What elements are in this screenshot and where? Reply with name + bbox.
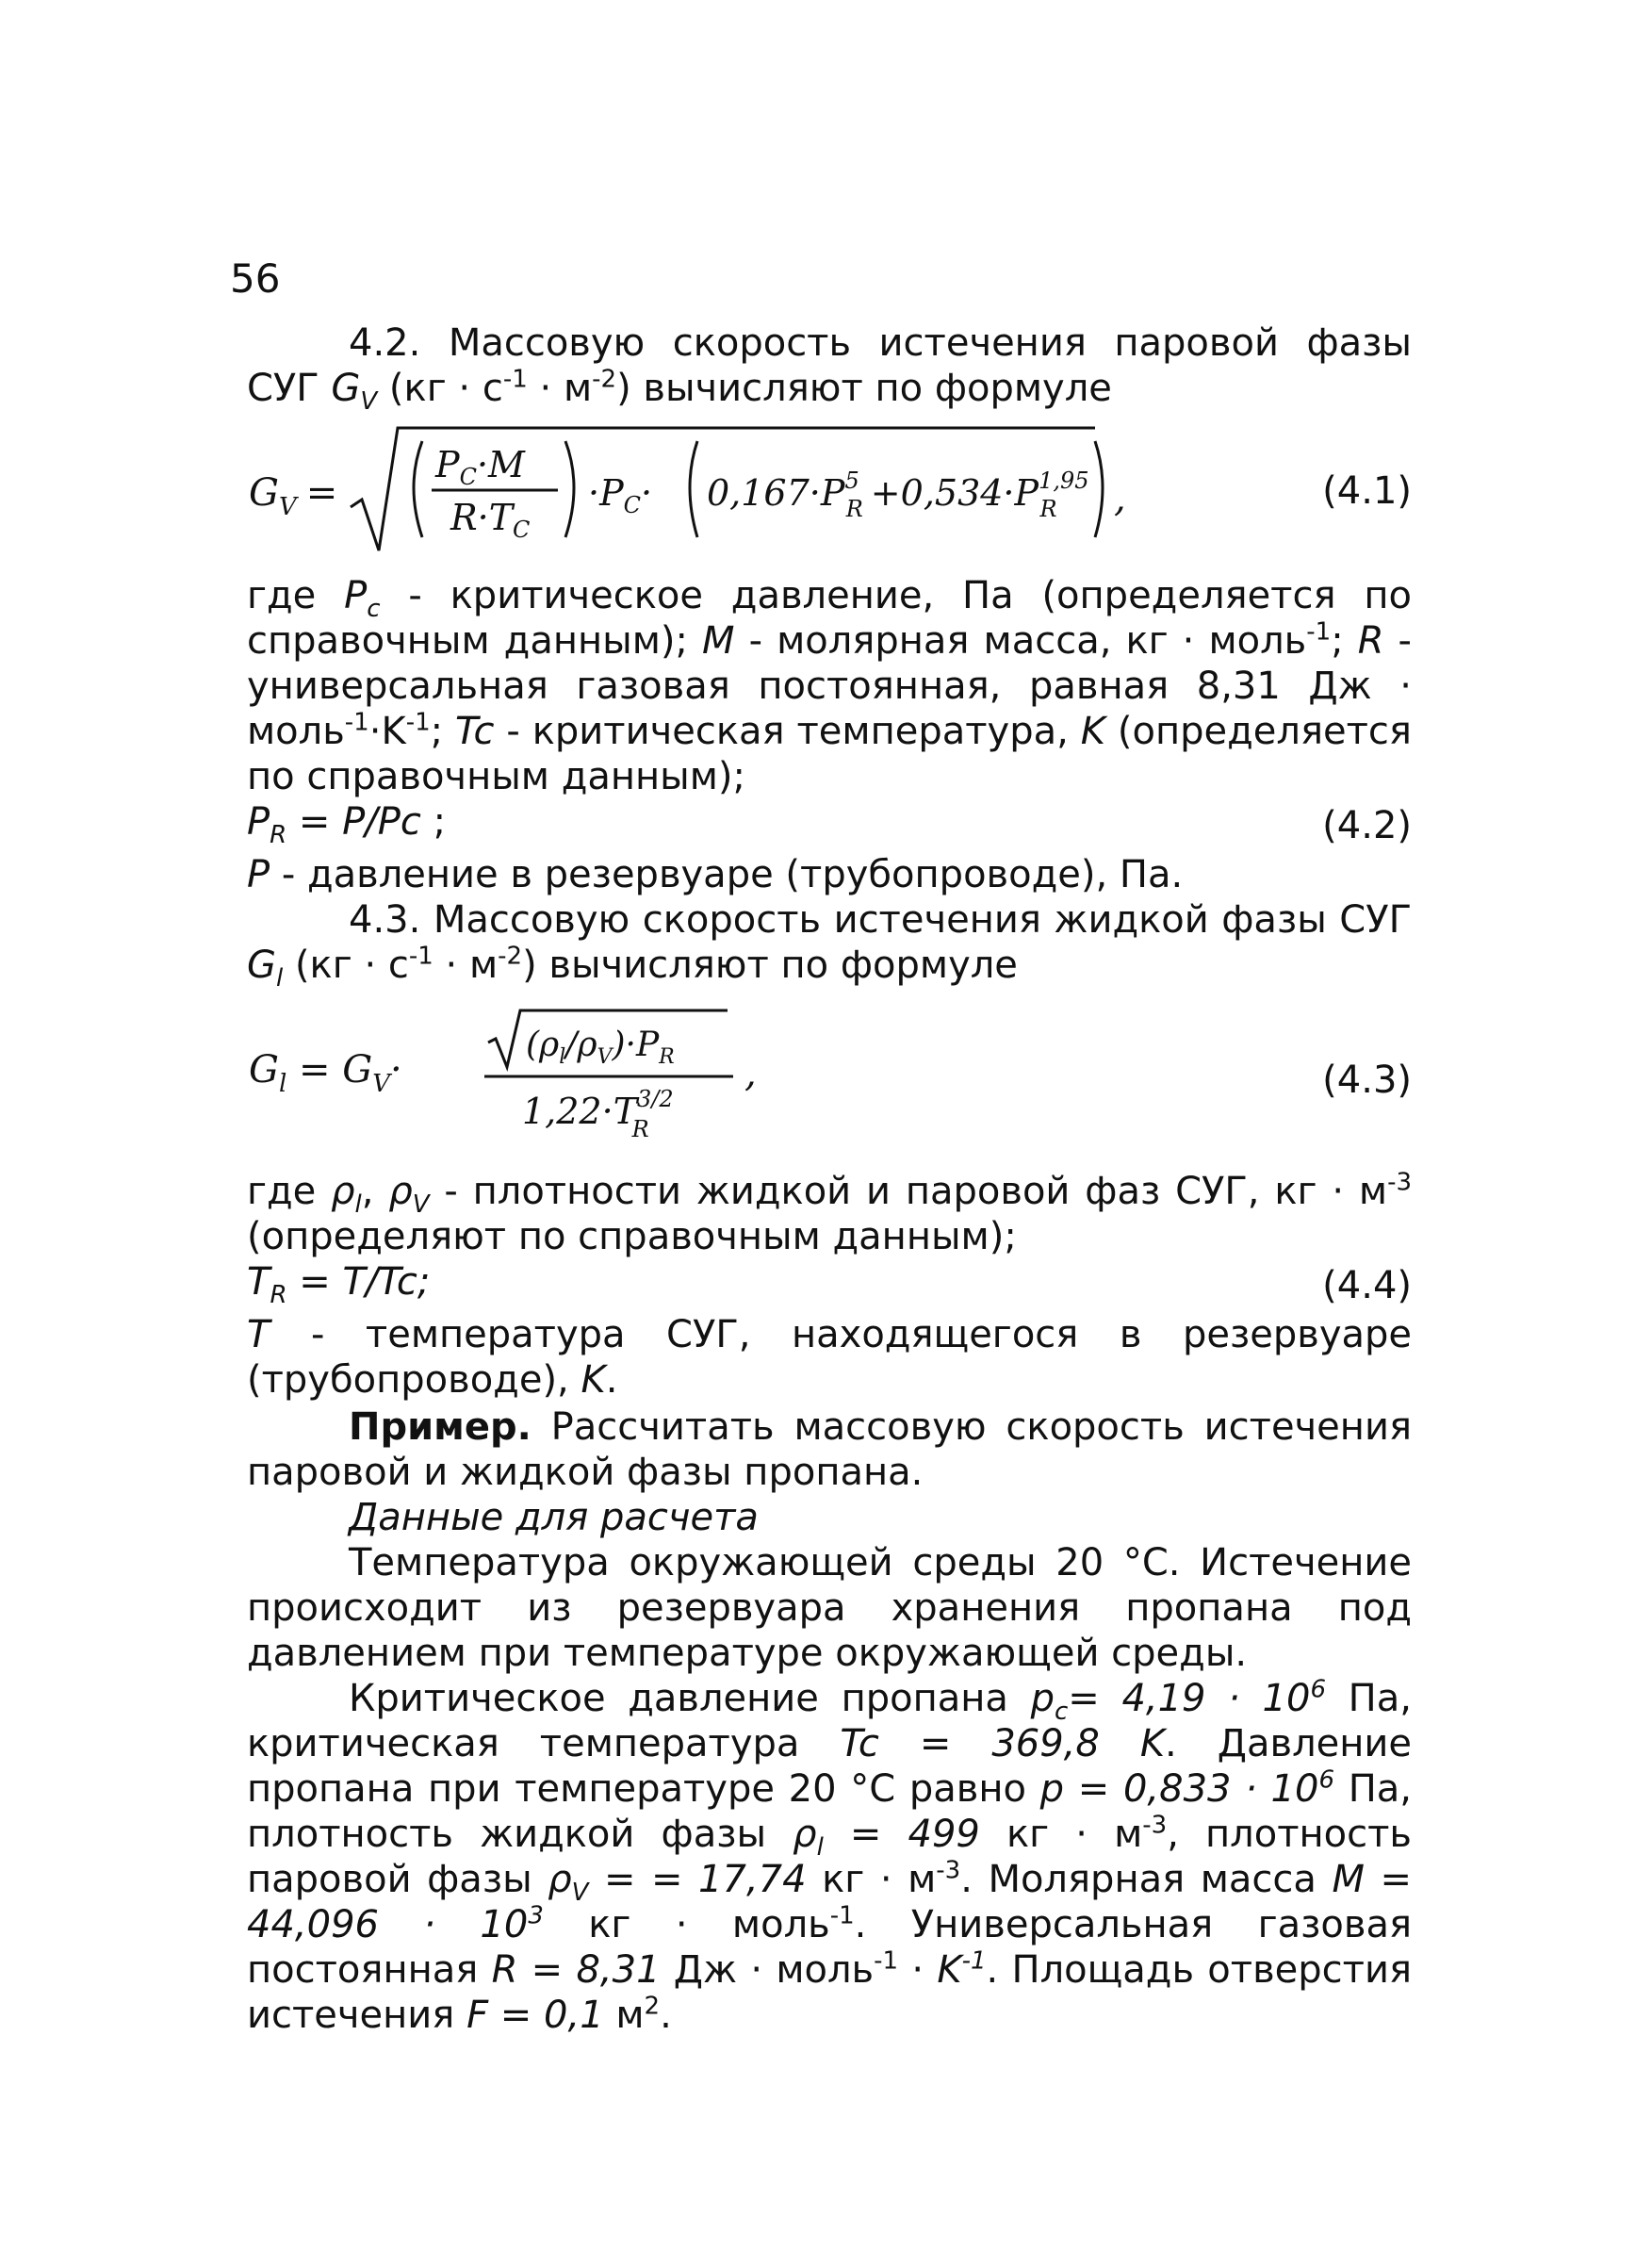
text: ) вычисляют по формуле bbox=[616, 367, 1112, 410]
subscript: c bbox=[1054, 1698, 1069, 1726]
svg-text:R·TC bbox=[450, 497, 530, 543]
superscript: 2 bbox=[644, 1992, 661, 2021]
semicolon: ; bbox=[420, 800, 447, 844]
superscript: -1 bbox=[1306, 617, 1332, 647]
text: кг · м bbox=[806, 1858, 937, 1901]
dot: · bbox=[641, 472, 653, 514]
text: кг · моль bbox=[543, 1903, 830, 1946]
value-m: M = 44,096 · 10 bbox=[247, 1858, 1413, 1946]
text: Па, критическая температура bbox=[247, 1677, 1412, 1765]
superscript: -2 bbox=[592, 365, 617, 394]
formula-4-3 bbox=[247, 1005, 963, 1156]
superscript: 6 bbox=[1310, 1675, 1327, 1704]
symbol-r: R bbox=[1357, 619, 1384, 663]
subscript: V bbox=[571, 1879, 589, 1907]
text: - универсальная газовая постоянная, равная 8,31 Дж · моль bbox=[247, 619, 1412, 753]
text: м bbox=[603, 1994, 645, 2037]
page-number: 56 bbox=[230, 255, 281, 302]
superscript: 1,95 bbox=[1039, 468, 1089, 494]
symbol-rho: ρ bbox=[331, 1170, 355, 1213]
formula-4-1-row bbox=[247, 420, 1412, 562]
text: · м bbox=[433, 944, 499, 987]
numerator: (ρ bbox=[526, 1026, 560, 1064]
text: Па, плотность жидкой фазы bbox=[247, 1767, 1413, 1856]
symbol-rho: ρ bbox=[388, 1170, 413, 1213]
symbol-tr: T bbox=[247, 1260, 270, 1304]
subscript: c bbox=[367, 595, 381, 623]
formula-number-4-4: (4.4) bbox=[1322, 1264, 1412, 1307]
symbol-rho: ρ bbox=[793, 1813, 817, 1856]
formula-rhs: = T/Tc; bbox=[286, 1260, 431, 1304]
superscript: -1 bbox=[344, 708, 369, 737]
superscript: -3 bbox=[1387, 1168, 1412, 1197]
superscript: -3 bbox=[936, 1856, 961, 1885]
text: - молярная масса, кг · моль bbox=[734, 619, 1307, 663]
symbol-tc: Tc bbox=[455, 710, 495, 753]
symbol-pc: P bbox=[344, 574, 368, 617]
right-paren bbox=[1095, 441, 1103, 537]
text: ·K bbox=[368, 710, 406, 753]
subscript: V bbox=[597, 1045, 613, 1069]
text: - давление в резервуаре (трубопроводе), Па. bbox=[270, 853, 1184, 896]
formula-number-4-2: (4.2) bbox=[1322, 804, 1412, 847]
value-rho-v: = = 17,74 bbox=[588, 1858, 807, 1901]
text: , плотность паровой фазы bbox=[247, 1813, 1412, 1901]
superscript: -1 bbox=[961, 1946, 987, 1976]
formula-number-4-1: (4.1) bbox=[1322, 469, 1412, 513]
superscript: 3/2 bbox=[637, 1086, 674, 1112]
formula-4-1 bbox=[247, 420, 1152, 562]
text: - плотности жидкой и паровой фаз СУГ, кг · м bbox=[429, 1170, 1388, 1213]
text: - температура СУГ, находящегося в резервуаре (трубопроводе), bbox=[247, 1313, 1412, 1402]
subscript: V bbox=[360, 387, 378, 416]
formula-number-4-3: (4.3) bbox=[1322, 1059, 1412, 1102]
value-f: F = 0,1 bbox=[466, 1994, 604, 2037]
value-tc: Tc = 369,8 K bbox=[840, 1722, 1166, 1765]
symbol-m: M bbox=[702, 619, 735, 663]
subscript: R bbox=[631, 1116, 649, 1142]
superscript: -1 bbox=[502, 365, 528, 394]
text: - критическое давление, Па (определяется по справочным данным); bbox=[247, 574, 1412, 663]
svg-text:(ρl/ρV)·PR bbox=[526, 1026, 675, 1069]
text: . Молярная масса bbox=[960, 1858, 1333, 1901]
subscript: R bbox=[270, 1281, 287, 1309]
paragraph-4-3 bbox=[247, 897, 1412, 993]
equals-gv: = G bbox=[286, 1048, 373, 1092]
superscript: 6 bbox=[1318, 1765, 1335, 1795]
text: . Площадь отверстия истечения bbox=[247, 1948, 1413, 2037]
text: Рассчитать массовую скорость истечения паровой и жидкой фазы пропана. bbox=[247, 1405, 1412, 1494]
formula-4-2-row bbox=[247, 799, 1412, 852]
subscript: C bbox=[623, 492, 642, 518]
svg-text:0,167·P5R+0,534·P1,95R bbox=[707, 468, 1089, 522]
numerator-mid: /ρ bbox=[565, 1026, 597, 1064]
subscript: R bbox=[1039, 496, 1057, 522]
formula-rhs: = P/Pc bbox=[286, 800, 421, 844]
text: . Универсальная газовая постоянная bbox=[247, 1903, 1413, 1992]
frac-numerator: P bbox=[435, 444, 460, 485]
left-paren bbox=[690, 441, 697, 537]
dot: · bbox=[389, 1048, 402, 1092]
formula-4-4 bbox=[247, 1259, 430, 1312]
text: Дж · моль bbox=[660, 1948, 875, 1992]
frac-numerator-rest: ·M bbox=[476, 444, 525, 485]
symbol-k: K bbox=[1080, 710, 1105, 753]
text: где bbox=[247, 574, 345, 617]
term-2: +0,534·P bbox=[870, 472, 1039, 514]
symbol-pc: ·P bbox=[588, 472, 624, 514]
symbol-k: K bbox=[937, 1948, 962, 1992]
paragraph-where-rho bbox=[247, 1169, 1412, 1259]
svg-text:GV= bbox=[249, 471, 337, 521]
text: . bbox=[605, 1358, 618, 1402]
paragraph-conditions: Температура окружающей среды 20 °C. Истечение происходит из резервуара хранения пропана под давлением при температуре окружающей среды. bbox=[247, 1541, 1412, 1675]
subscript: R bbox=[270, 821, 287, 849]
text: где bbox=[247, 1170, 332, 1213]
paragraph-values bbox=[247, 1676, 1412, 2038]
symbol-g: G bbox=[249, 1048, 279, 1092]
numerator-rest: )·P bbox=[612, 1026, 660, 1064]
formula-4-4-row bbox=[247, 1259, 1412, 1312]
subscript: V bbox=[278, 493, 297, 521]
superscript: -1 bbox=[408, 942, 433, 971]
svg-text:1,22·T3/2R bbox=[522, 1086, 674, 1142]
value-pc: = 4,19 · 10 bbox=[1068, 1677, 1311, 1720]
superscript: -3 bbox=[1142, 1811, 1168, 1840]
subscript: C bbox=[459, 464, 477, 490]
denominator: 1,22·T bbox=[522, 1091, 638, 1132]
text: ; bbox=[430, 710, 456, 753]
paragraph-example bbox=[247, 1404, 1412, 1495]
text: , bbox=[361, 1170, 389, 1213]
symbol-k: K bbox=[581, 1358, 606, 1402]
superscript: -1 bbox=[829, 1901, 855, 1930]
symbol-rho: ρ bbox=[548, 1858, 572, 1901]
text: (кг · с bbox=[283, 944, 409, 987]
text: ; bbox=[1331, 619, 1358, 663]
subscript: l bbox=[276, 964, 284, 993]
text: · bbox=[898, 1948, 938, 1992]
left-paren bbox=[414, 441, 422, 537]
text: (определяется по справочным данным); bbox=[247, 710, 1412, 798]
subscript: C bbox=[513, 517, 531, 543]
text: 4.3. Массовую скорость истечения жидкой фазы СУГ bbox=[349, 898, 1412, 942]
subheading-data: Данные для расчета bbox=[349, 1496, 759, 1539]
text: . Давление пропана при температуре 20 °C равно bbox=[247, 1722, 1413, 1811]
superscript: -1 bbox=[405, 708, 431, 737]
subscript: l bbox=[354, 1190, 362, 1219]
superscript: -2 bbox=[498, 942, 523, 971]
text: (определяют по справочным данным); bbox=[247, 1215, 1017, 1258]
text: кг · м bbox=[979, 1813, 1143, 1856]
symbol-g: G bbox=[331, 367, 361, 410]
superscript: -1 bbox=[874, 1946, 899, 1976]
symbol-g: G bbox=[249, 471, 279, 515]
paragraph-p-definition bbox=[247, 852, 1412, 897]
text: (кг · с bbox=[377, 367, 503, 410]
comma: , bbox=[744, 1052, 757, 1095]
equals-sign: = bbox=[305, 471, 338, 515]
svg-text:Gl = GV· bbox=[249, 1048, 402, 1098]
subscript: V bbox=[372, 1070, 390, 1098]
value-p: p = 0,833 · 10 bbox=[1039, 1767, 1319, 1811]
formula-4-3-row bbox=[247, 1005, 1412, 1156]
text: ) вычисляют по формуле bbox=[522, 944, 1018, 987]
paragraph-t-definition bbox=[247, 1312, 1412, 1403]
subscript: R bbox=[659, 1045, 675, 1069]
subscript: R bbox=[845, 496, 863, 522]
paragraph-where-pc bbox=[247, 573, 1412, 799]
superscript: 5 bbox=[844, 468, 859, 494]
svg-text:PC·M bbox=[434, 444, 526, 490]
paragraph-4-2 bbox=[247, 320, 1412, 416]
term-1: 0,167·P bbox=[707, 472, 845, 514]
text: - критическая температура, bbox=[494, 710, 1081, 753]
symbol-g: G bbox=[247, 944, 276, 987]
value-r: R = 8,31 bbox=[491, 1948, 661, 1992]
text: · м bbox=[527, 367, 593, 410]
superscript: 3 bbox=[528, 1901, 544, 1930]
subscript: l bbox=[559, 1045, 566, 1069]
value-rho-l: = 499 bbox=[823, 1813, 980, 1856]
symbol-t: T bbox=[247, 1313, 270, 1356]
right-paren bbox=[565, 441, 574, 537]
svg-text:·PC· bbox=[588, 472, 652, 518]
example-label: Пример. bbox=[349, 1405, 532, 1449]
subscript: l bbox=[816, 1833, 824, 1862]
subscript: V bbox=[412, 1190, 430, 1219]
formula-4-2 bbox=[247, 799, 446, 852]
text: 4.2. Массовую скорость истечения паровой фазы СУГ bbox=[247, 321, 1412, 410]
subscript: l bbox=[278, 1070, 287, 1098]
page-content bbox=[247, 320, 1412, 2038]
symbol-pr: P bbox=[247, 800, 270, 844]
frac-denominator: R·T bbox=[450, 497, 514, 538]
comma: , bbox=[1114, 477, 1126, 520]
text: . bbox=[660, 1994, 672, 2037]
symbol-p: P bbox=[247, 853, 270, 896]
symbol-p: p bbox=[1030, 1677, 1055, 1720]
text: Критическое давление пропана bbox=[349, 1677, 1031, 1720]
